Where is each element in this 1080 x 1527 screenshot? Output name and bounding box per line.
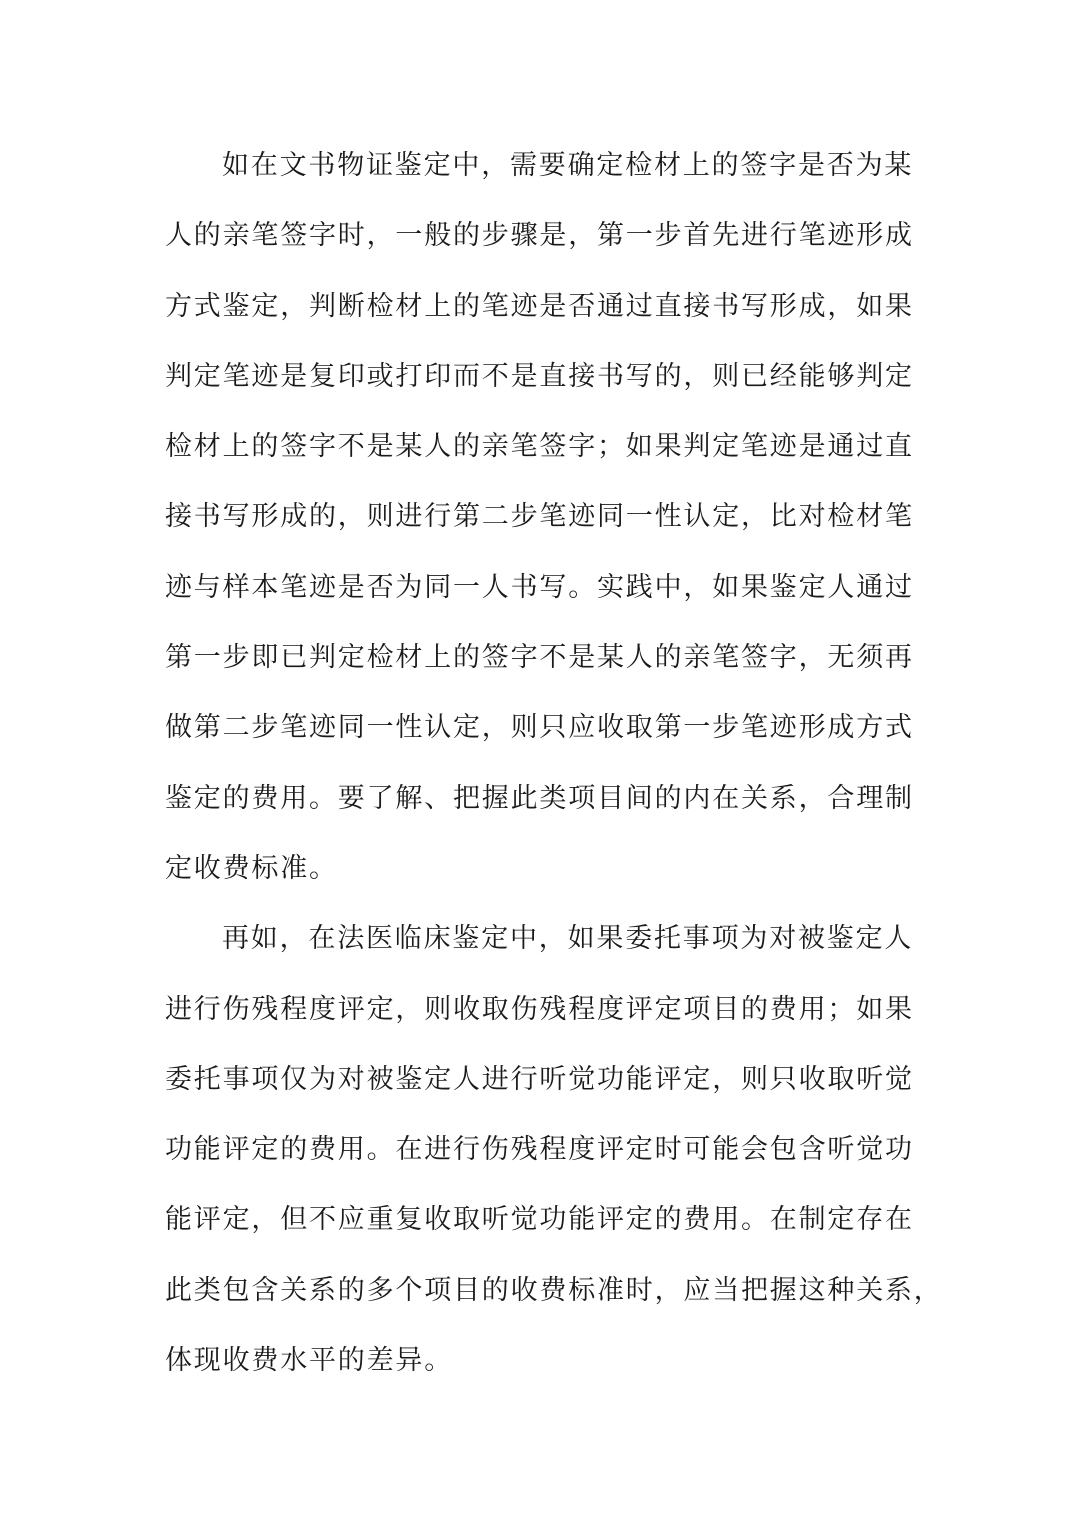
paragraph-line: 功能评定的费用。在进行伤残程度评定时可能会包含听觉功 [165,1134,914,1166]
paragraph-line: 判定笔迹是复印或打印而不是直接书写的，则已经能够判定 [165,360,914,392]
paragraph-line: 委托事项仅为对被鉴定人进行听觉功能评定，则只收取听觉 [165,1063,914,1095]
paragraph-line: 第一步即已判定检材上的签字不是某人的亲笔签字，无须再 [165,642,914,674]
paragraph-forensic-clinical-example [165,914,945,1406]
paragraph-line: 体现收费水平的差异。 [165,1345,453,1377]
paragraph-document-examination-example [165,141,945,914]
paragraph-line: 迹与样本笔迹是否为同一人书写。实践中，如果鉴定人通过 [165,571,914,603]
paragraph-line: 接书写形成的，则进行第二步笔迹同一性认定，比对检材笔 [165,501,914,533]
paragraph-line: 定收费标准。 [165,852,338,884]
paragraph-line: 方式鉴定，判断检材上的笔迹是否通过直接书写形成，如果 [165,290,914,322]
paragraph-line: 人的亲笔签字时，一般的步骤是，第一步首先进行笔迹形成 [165,220,914,252]
paragraph-line: 检材上的签字不是某人的亲笔签字；如果判定笔迹是通过直 [165,431,914,463]
paragraph-line: 做第二步笔迹同一性认定，则只应收取第一步笔迹形成方式 [165,712,914,744]
paragraph-line: 此类包含关系的多个项目的收费标准时，应当把握这种关系， [165,1274,943,1306]
paragraph-line: 进行伤残程度评定，则收取伤残程度评定项目的费用；如果 [165,993,914,1025]
paragraph-line: 再如，在法医临床鉴定中，如果委托事项为对被鉴定人 [222,923,914,955]
paragraph-line: 能评定，但不应重复收取听觉功能评定的费用。在制定存在 [165,1204,914,1236]
document-body [165,141,945,1406]
paragraph-line: 如在文书物证鉴定中，需要确定检材上的签字是否为某 [222,150,914,181]
paragraph-line: 鉴定的费用。要了解、把握此类项目间的内在关系，合理制 [165,782,914,814]
